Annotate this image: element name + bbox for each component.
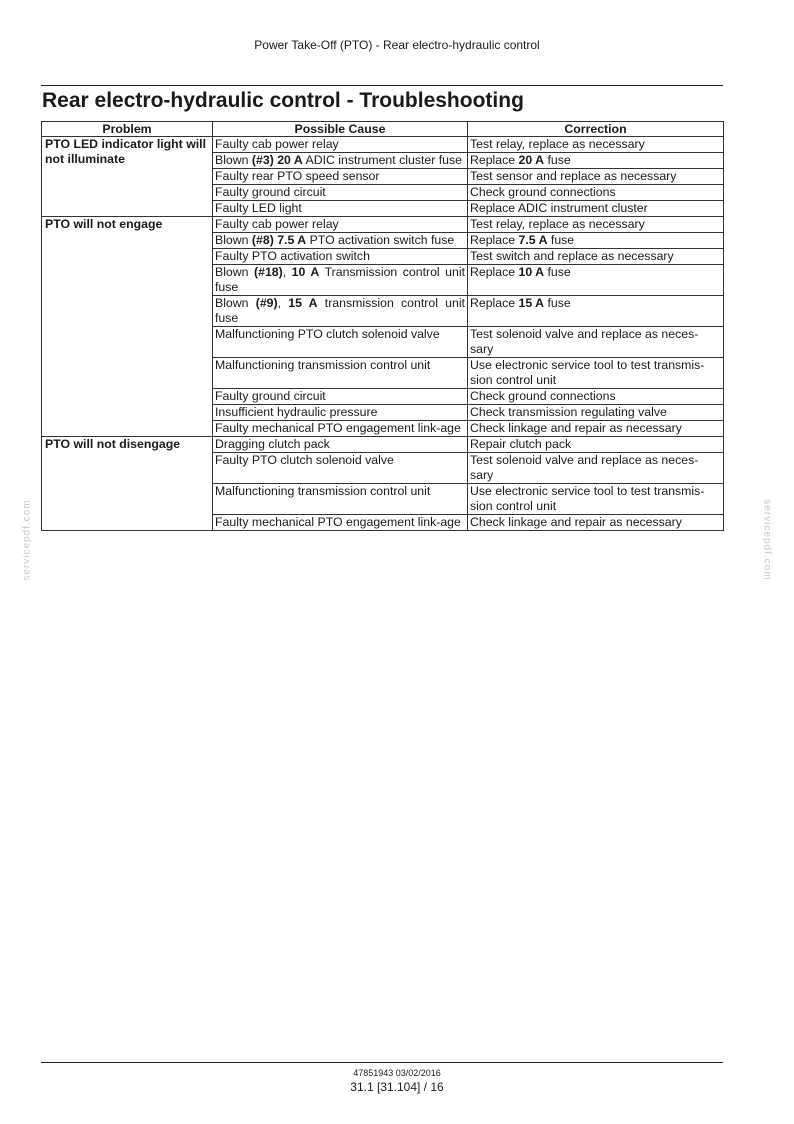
cause-cell: Blown (#3) 20 A ADIC instrument cluster fuse (213, 153, 468, 169)
cause-cell: Faulty mechanical PTO engagement link-age (213, 515, 468, 531)
correction-cell: Test relay, replace as necessary (468, 137, 724, 153)
correction-cell: Repair clutch pack (468, 437, 724, 453)
watermark-left: servicepdf.com (21, 499, 33, 581)
footer-rule (41, 1062, 723, 1063)
cause-cell: Faulty cab power relay (213, 217, 468, 233)
correction-cell: Test solenoid valve and replace as neces-sary (468, 453, 724, 484)
cause-cell: Blown (#18), 10 A Transmission control unit fuse (213, 265, 468, 296)
correction-cell: Replace 10 A fuse (468, 265, 724, 296)
correction-cell: Test relay, replace as necessary (468, 217, 724, 233)
section-title: Rear electro-hydraulic control - Troubleshooting (42, 89, 524, 112)
cause-cell: Faulty PTO activation switch (213, 249, 468, 265)
correction-cell: Replace ADIC instrument cluster (468, 201, 724, 217)
correction-cell: Check linkage and repair as necessary (468, 421, 724, 437)
troubleshooting-table (41, 121, 724, 531)
cause-cell: Faulty ground circuit (213, 185, 468, 201)
cause-cell: Faulty PTO clutch solenoid valve (213, 453, 468, 484)
correction-cell: Check ground connections (468, 389, 724, 405)
watermark-right: servicepdf.com (761, 499, 773, 581)
header-rule (41, 85, 723, 86)
page-number: 31.1 [31.104] / 16 (350, 1080, 444, 1094)
cause-cell: Faulty mechanical PTO engagement link-age (213, 421, 468, 437)
cause-cell: Insufficient hydraulic pressure (213, 405, 468, 421)
cause-cell: Faulty cab power relay (213, 137, 468, 153)
problem-cell: PTO LED indicator light will not illuminate (42, 137, 213, 217)
correction-cell: Check linkage and repair as necessary (468, 515, 724, 531)
cause-cell: Malfunctioning transmission control unit (213, 358, 468, 389)
correction-cell: Test solenoid valve and replace as neces-sary (468, 327, 724, 358)
correction-cell: Check transmission regulating valve (468, 405, 724, 421)
running-header: Power Take-Off (PTO) - Rear electro-hydraulic control (254, 38, 540, 52)
correction-cell: Replace 7.5 A fuse (468, 233, 724, 249)
correction-cell: Check ground connections (468, 185, 724, 201)
table-row (42, 437, 724, 453)
cause-cell: Dragging clutch pack (213, 437, 468, 453)
document-reference: 47851943 03/02/2016 (353, 1068, 441, 1078)
correction-cell: Test sensor and replace as necessary (468, 169, 724, 185)
correction-cell: Replace 20 A fuse (468, 153, 724, 169)
correction-cell: Use electronic service tool to test transmis-sion control unit (468, 358, 724, 389)
problem-cell: PTO will not disengage (42, 437, 213, 531)
table-row (42, 217, 724, 233)
correction-cell: Replace 15 A fuse (468, 296, 724, 327)
cause-cell: Blown (#8) 7.5 A PTO activation switch fuse (213, 233, 468, 249)
cause-cell: Malfunctioning PTO clutch solenoid valve (213, 327, 468, 358)
column-header-possible-cause: Possible Cause (213, 122, 468, 137)
correction-cell: Use electronic service tool to test transmis-sion control unit (468, 484, 724, 515)
cause-cell: Faulty rear PTO speed sensor (213, 169, 468, 185)
problem-cell: PTO will not engage (42, 217, 213, 437)
correction-cell: Test switch and replace as necessary (468, 249, 724, 265)
table-row (42, 137, 724, 153)
column-header-problem: Problem (42, 122, 213, 137)
cause-cell: Malfunctioning transmission control unit (213, 484, 468, 515)
cause-cell: Blown (#9), 15 A transmission control unit fuse (213, 296, 468, 327)
cause-cell: Faulty LED light (213, 201, 468, 217)
cause-cell: Faulty ground circuit (213, 389, 468, 405)
table-header-row (42, 122, 724, 137)
table-body (42, 137, 724, 531)
column-header-correction: Correction (468, 122, 724, 137)
